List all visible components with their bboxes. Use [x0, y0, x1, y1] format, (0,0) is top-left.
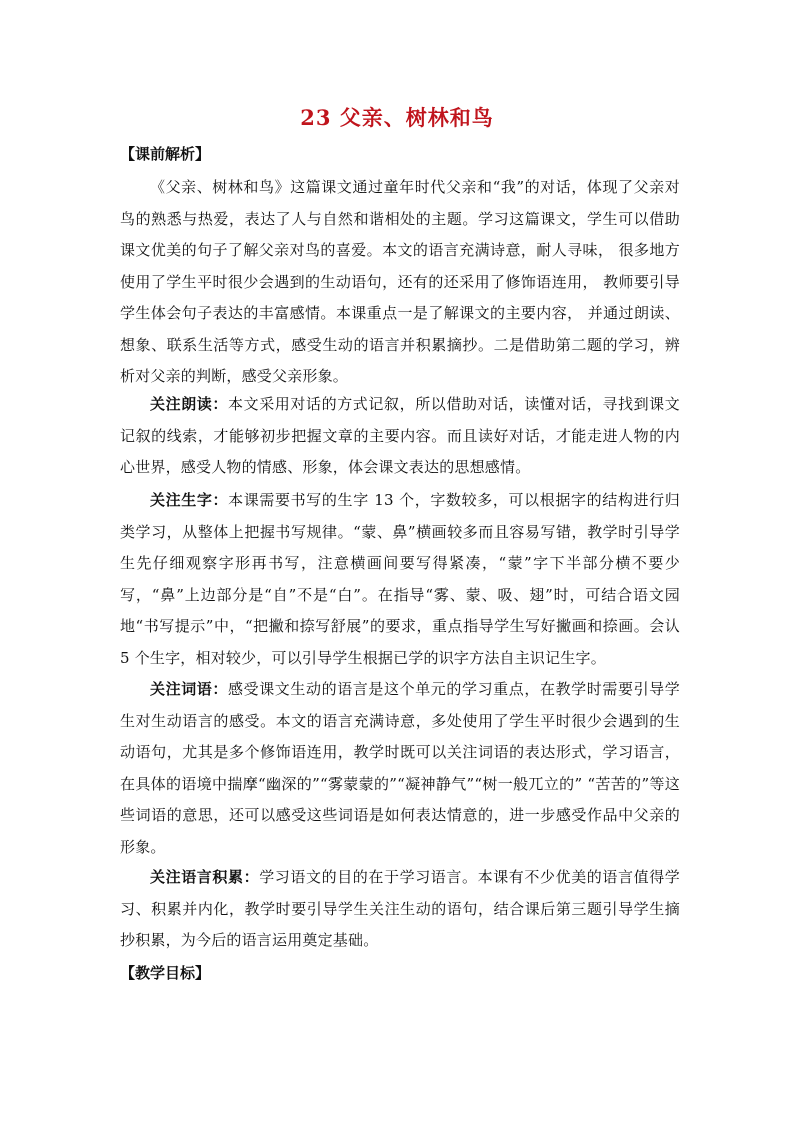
accumulation-label: 关注语言积累： [150, 868, 260, 886]
words-paragraph [120, 674, 680, 863]
document-title: 23 父亲、树林和鸟 [300, 105, 494, 130]
section-heading-goals: 【教学目标】 [120, 964, 211, 982]
words-text: 感受课文生动的语言是这个单元的学习重点，在教学时需要引导学生对生动语言的感受。本文的语言充满诗意，多处使用了学生平时很少会遇到的生动语句，尤其是多个修饰语连用，教学时既可以关注词语的表达形式，学习语言，在具体的语境中揣摩“幽深的”“雾蒙蒙的”“凝神静气”“树一般兀立的” “苦苦的”等这些词语的意思，还可以感受这些词语是如何表达情意的，进一步感受作品中父亲的形象。 [120, 680, 680, 856]
accumulation-text: 学习语文的目的在于学习语言。本课有不少优美的语言值得学习、积累并内化，教学时要引导学生关注生动的语句，结合课后第三题引导学生摘抄积累，为今后的语言运用奠定基础。 [120, 868, 680, 949]
characters-text: 本课需要书写的生字 13 个，字数较多，可以根据字的结构进行归类学习，从整体上把握书写规律。“蒙、鼻”横画较多而且容易写错，教学时引导学生先仔细观察字形再书写，注意横画间要写得紧凑，“蒙”字下半部分横不要少写，“鼻”上边部分是“自”不是“白”。在指导“雾、蒙、吸、翅”时，可结合语文园地“书写提示”中，“把撇和捺写舒展”的要求，重点指导学生写好撇画和捺画。会认 5 个生字，相对较少，可以引导学生根据已学的识字方法自主识记生字。 [120, 491, 680, 667]
intro-paragraph: 《父亲、树林和鸟》这篇课文通过童年时代父亲和“我”的对话，体现了父亲对鸟的熟悉与热爱，表达了人与自然和谐相处的主题。学习这篇课文，学生可以借助课文优美的句子了解父亲对鸟的喜爱。本文的语言充满诗意，耐人寻味， 很多地方使用了学生平时很少会遇到的生动语句，还有的还采用了修饰语连用， 教师要引导学生体会句子表达的丰富感情。本课重点一是了解课文的主要内容， 并通过朗读、想象、联系生活等方式，感受生动的语言并积累摘抄。二是借助第二题的学习，辨析对父亲的判断，感受父亲形象。 [120, 178, 680, 385]
characters-paragraph [120, 485, 680, 674]
reading-paragraph [120, 389, 680, 484]
characters-label: 关注生字： [150, 491, 229, 509]
reading-text: 本文采用对话的方式记叙，所以借助对话，读懂对话，寻找到课文记叙的线索，才能够初步把握文章的主要内容。而且读好对话，才能走进人物的内心世界，感受人物的情感、形象，体会课文表达的思想感情。 [120, 395, 680, 476]
reading-label: 关注朗读： [150, 395, 228, 413]
accumulation-paragraph [120, 862, 680, 957]
section-heading-prelesson: 【课前解析】 [120, 145, 211, 163]
words-label: 关注词语： [150, 680, 228, 698]
